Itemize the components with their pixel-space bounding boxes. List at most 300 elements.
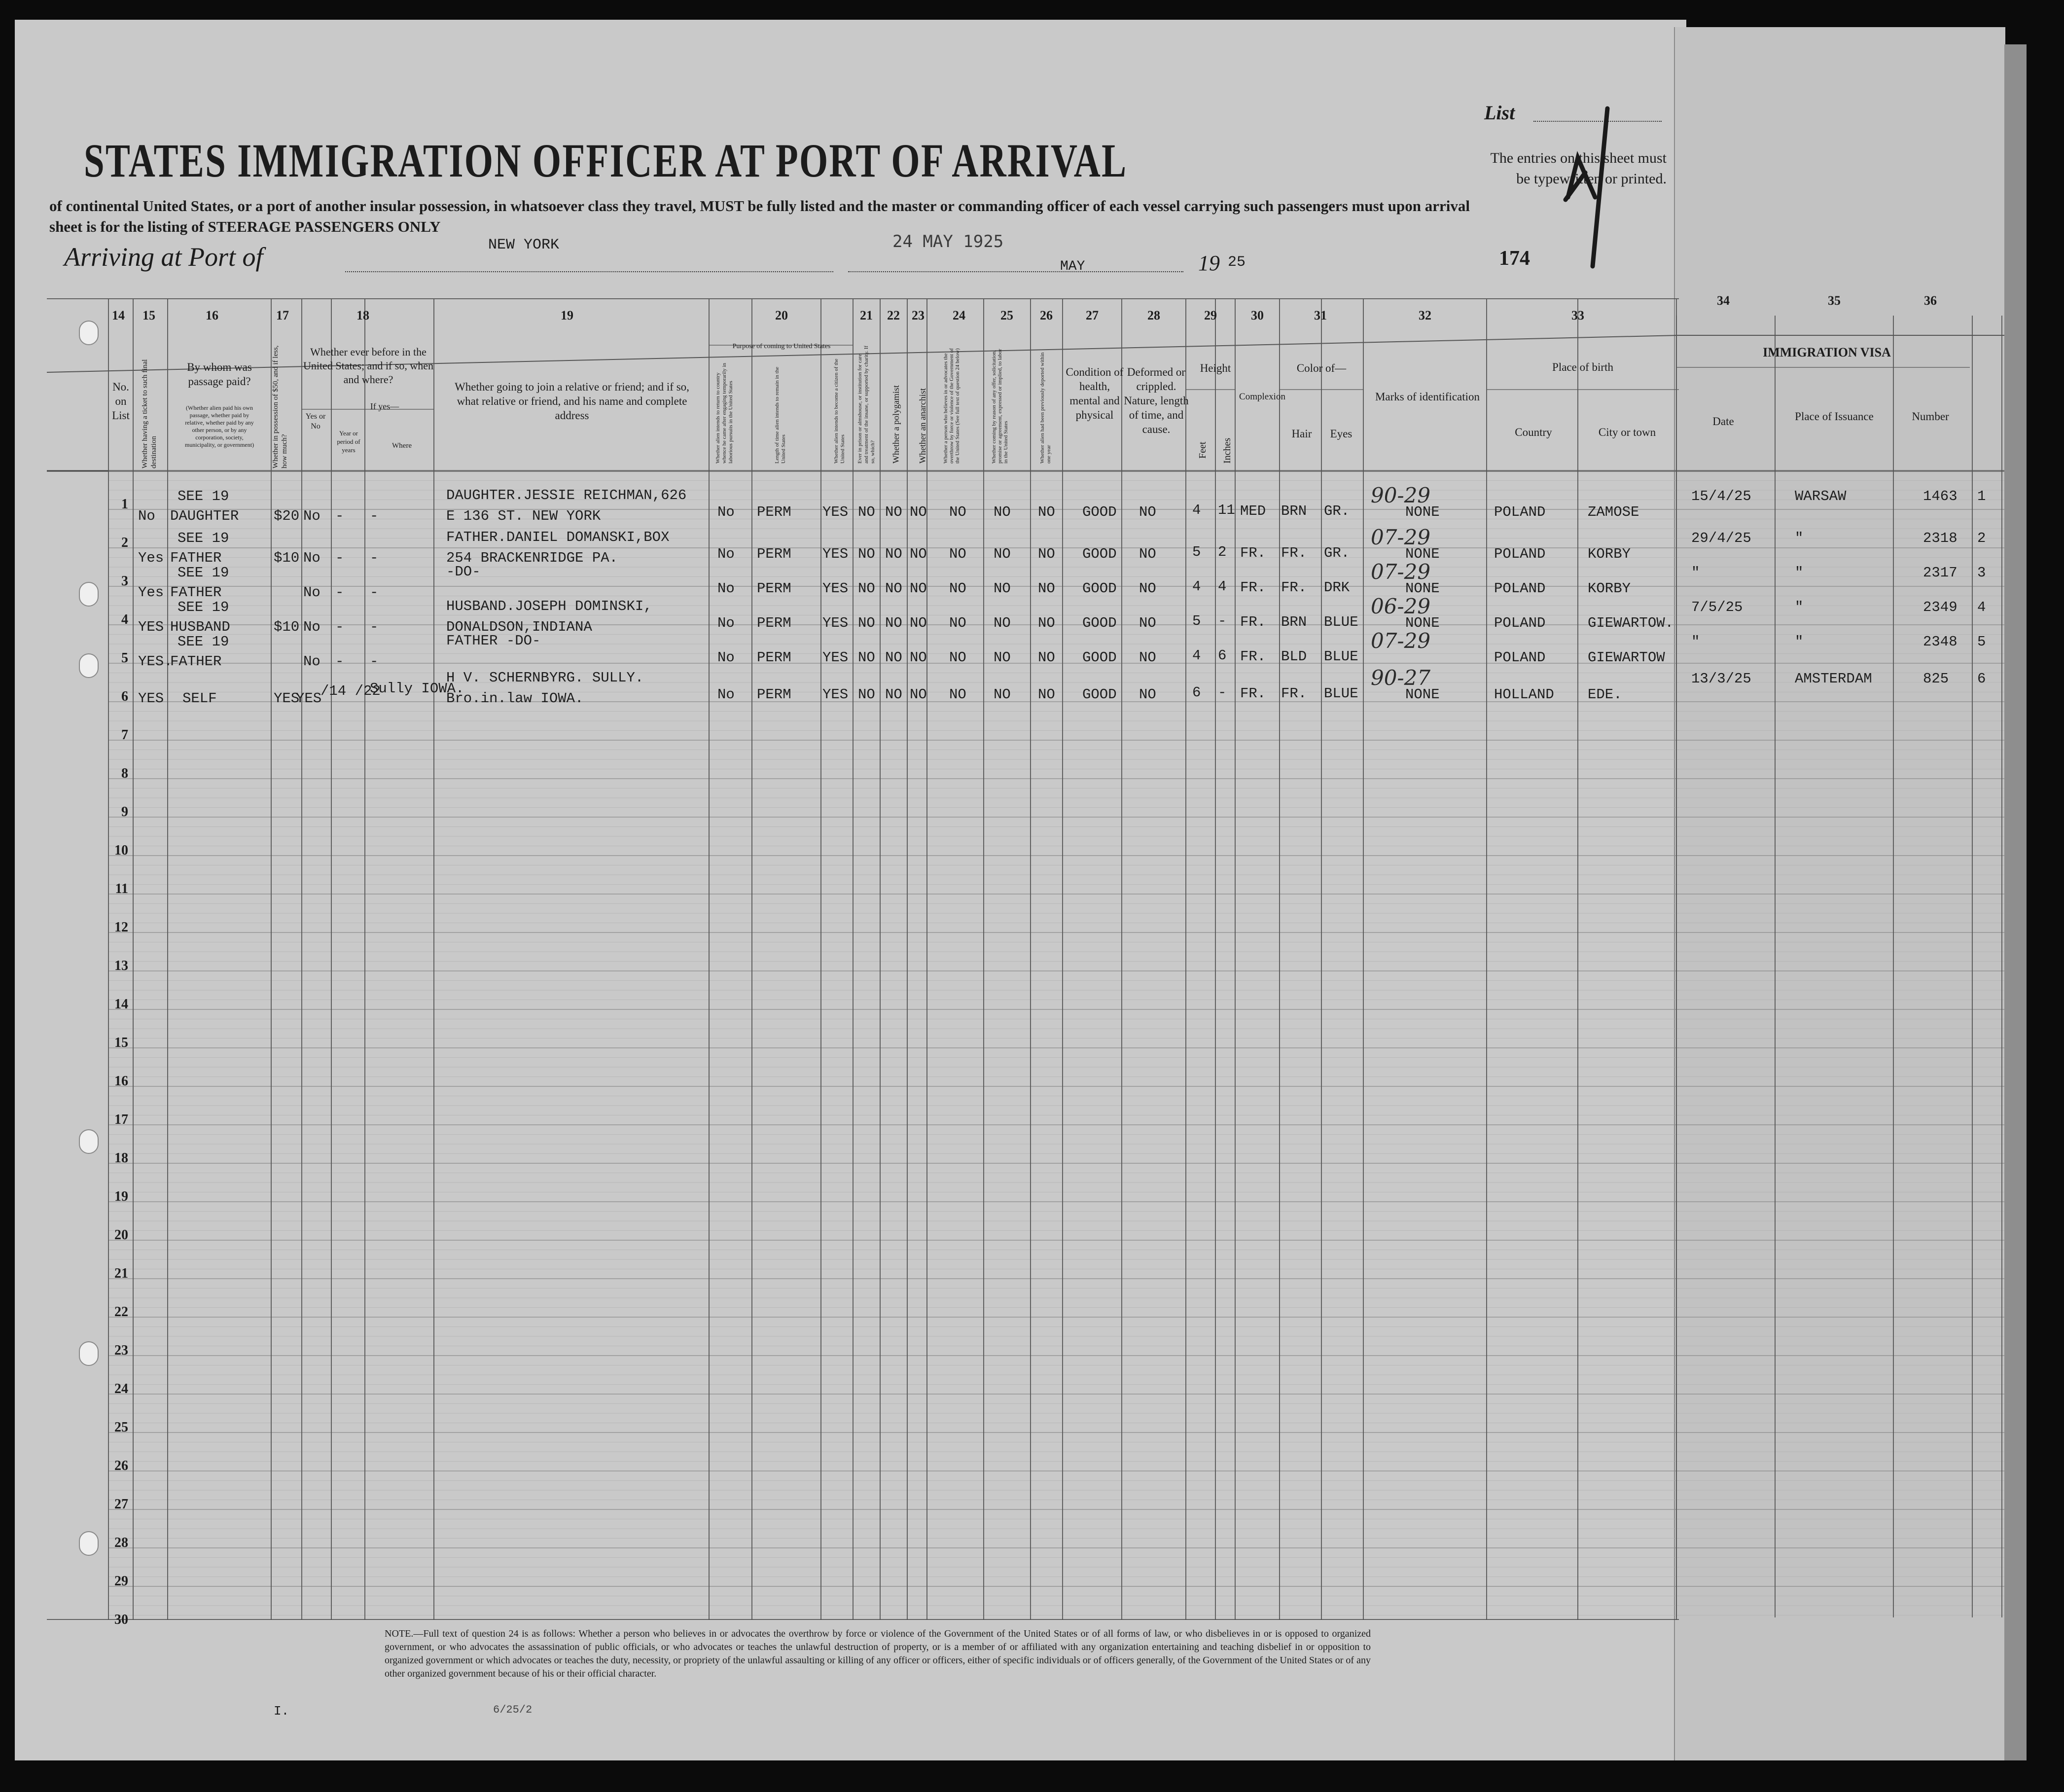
visa-place-cell: AMSTERDAM [1795,671,1872,687]
handwritten-code: 06-29 [1371,594,1431,618]
header-inches: Inches [1222,437,1233,464]
header-marks: Marks of identification [1375,391,1480,403]
row-number-8: 8 [121,766,128,781]
labor-contract-cell: NO [994,504,1011,520]
labor-contract-cell: NO [994,649,1011,666]
prison-cell: NO [858,615,875,631]
visa-place-cell: " [1795,634,1804,650]
deformed-cell: NO [1139,615,1156,631]
header-prison: Ever in prison or almshouse, or institution for care and treatment of the insane, or supported by charity. If so, which? [857,345,876,464]
header-where: Where [392,442,412,450]
row-number-15: 15 [114,1035,128,1050]
header-passage-paid-note: (Whether alien paid his own passage, whether paid by relative, whether paid by any other person, or by any corporation, society, municipality, or government) [184,404,254,448]
visa-grid [1674,286,2004,1617]
complexion-cell: FR. [1240,648,1266,665]
citizen-intent-cell: YES [822,615,849,631]
column-number-25: 25 [1000,308,1013,323]
polygamist-cell: NO [885,580,902,597]
header-immigration-visa: IMMIGRATION VISA [1763,345,1891,359]
height-feet-cell: 6 [1192,684,1201,701]
handwritten-code: 07-29 [1371,629,1431,653]
height-feet-cell: 5 [1192,544,1201,560]
visa-place-cell: " [1795,599,1804,615]
visa-row-number: 1 [1977,488,1986,504]
page-edge [2004,44,2027,1760]
return-intent-cell: No [717,504,735,520]
year-prefix: 19 [1198,251,1220,275]
header-if-yes: If yes— [370,401,399,411]
column-number-33: 33 [1571,308,1584,323]
question-24-note: NOTE.—Full text of question 24 is as follows: Whether a person who believes in or advocates the overthrow by force or violence of the Government of the United States or of all forms of law, or who disbelieves in or is opposed to organized government, or who advocates the assassination of public officials, or who advocates or teaches the unlawful destruction of property, or is a member of or affiliated with any organization entertaining and teaching disbelief in or opposition to organized government or which advocates or teaches the duty, necessity, or propriety of the unlawful assaulting or killing of any officer or officers, either of specific individuals or of officers generally, of the Government of the United States or of any other organized government because of his or their official character. [385,1628,1371,1679]
header-deformed: Deformed or crippled. Nature, length of time, and cause. [1124,366,1189,435]
city-cell: KORBY [1588,580,1631,597]
complexion-cell: FR. [1240,579,1266,596]
where-cell: - [370,550,379,566]
hair-cell: FR. [1281,545,1307,561]
header-purpose-length: Length of time alien intends to remain in the United States [774,366,786,464]
row-number-14: 14 [114,997,128,1012]
row-number-9: 9 [121,804,128,820]
join-address-cell: E 136 ST. NEW YORK [446,508,601,524]
join-address-cell: Bro.in.law IOWA. [446,690,584,707]
paid-by-cell: SEE 19 [178,488,229,504]
paid-by-relation-cell: FATHER [170,584,222,601]
prison-cell: NO [858,504,875,520]
row-number-22: 22 [114,1304,128,1320]
visa-place-cell: " [1795,530,1804,546]
length-of-stay-cell: PERM [757,615,791,631]
return-intent-cell: No [717,686,735,703]
question-24-cell: NO [949,546,966,562]
return-intent-cell: No [717,649,735,666]
ticket-cell: YES [138,690,164,707]
column-number-34: 34 [1717,293,1730,308]
visa-row-number: 6 [1977,671,1986,687]
polygamist-cell: NO [885,686,902,703]
header-complexion: Complexion [1239,392,1285,402]
punch-hole [79,653,99,678]
header-purpose: Purpose of coming to United States [732,343,831,350]
visa-date-cell: 7/5/25 [1691,599,1743,615]
health-cell: GOOD [1082,615,1117,631]
city-cell: GIEWARTOW. [1588,615,1674,631]
length-of-stay-cell: PERM [757,649,791,666]
eyes-cell: BLUE [1324,685,1358,702]
row-number-30: 30 [114,1612,128,1627]
deported-cell: NO [1038,580,1055,597]
row-number-27: 27 [114,1497,128,1512]
header-yes-no: Yes or No [305,412,326,430]
anarchist-cell: NO [910,580,927,597]
handwritten-code: 07-29 [1371,560,1431,584]
length-of-stay-cell: PERM [757,546,791,562]
height-inches-cell: 4 [1218,578,1227,595]
deported-cell: NO [1038,649,1055,666]
where-cell: - [370,619,379,635]
header-ticket: Whether having a ticket to such final destination [141,359,158,468]
hair-cell: BLD [1281,648,1307,665]
paid-by-cell: SEE 19 [178,599,229,615]
question-24-cell: NO [949,615,966,631]
handwritten-list-number [1558,99,1617,276]
row-number-24: 24 [114,1381,128,1397]
country-cell: POLAND [1494,546,1546,562]
punch-hole [79,582,99,607]
intro-line-2: sheet is for the listing of STEERAGE PASSENGERS ONLY [49,218,441,235]
row-number-23: 23 [114,1343,128,1358]
header-visa-date: Date [1712,415,1734,428]
labor-contract-cell: NO [994,686,1011,703]
complexion-cell: FR. [1240,685,1266,702]
header-place-of-birth: Place of birth [1552,361,1613,373]
date-line [848,271,1183,272]
marks-cell: NONE [1405,504,1440,520]
visa-number-cell: 2348 [1923,634,1957,650]
country-cell: HOLLAND [1494,686,1554,703]
years-cell: - [335,550,344,566]
height-inches-cell: 11 [1218,502,1235,518]
hair-cell: BRN [1281,614,1307,630]
column-number-26: 26 [1040,308,1053,323]
header-eyes: Eyes [1330,428,1352,440]
paid-by-cell: SEE 19 [178,634,229,650]
money-cell: $10 [274,550,300,566]
before-in-us-cell: No [303,508,320,524]
column-number-19: 19 [561,308,573,323]
visa-date-cell: 29/4/25 [1691,530,1751,546]
column-number-20: 20 [775,308,788,323]
height-inches-cell: 6 [1218,647,1227,664]
years-cell: - [335,508,344,524]
header-anarchist: Whether an anarchist [918,388,927,464]
paid-by-relation-cell: FATHER [170,653,222,670]
arrival-month: MAY [1060,259,1085,274]
header-hair: Hair [1291,428,1312,440]
header-fifty-dollars: Whether in possession of $50, and if less, how much? [272,345,288,468]
return-intent-cell: No [717,546,735,562]
column-number-17: 17 [276,308,289,323]
row-number-5: 5 [121,650,128,666]
paid-by-relation-cell: FATHER [170,550,222,566]
labor-contract-cell: NO [994,546,1011,562]
country-cell: POLAND [1494,615,1546,631]
length-of-stay-cell: PERM [757,504,791,520]
prison-cell: NO [858,649,875,666]
column-number-14: 14 [112,308,125,323]
eyes-cell: BLUE [1324,648,1358,665]
polygamist-cell: NO [885,546,902,562]
visa-number-cell: 825 [1923,671,1949,687]
column-number-22: 22 [887,308,900,323]
row-number-18: 18 [114,1150,128,1166]
punch-hole [79,1129,99,1154]
join-relative-cell: -DO- [446,564,481,580]
header-polygamist: Whether a polygamist [891,385,901,464]
column-number-36: 36 [1924,293,1937,308]
paid-by-relation-cell: DAUGHTER [170,508,239,524]
country-cell: POLAND [1494,504,1546,520]
page-number: 174 [1499,247,1530,270]
header-deported: Whether alien had been previously deported within one year [1039,352,1052,464]
entries-note-line-2: be typewritten or printed. [1516,171,1667,187]
country-cell: POLAND [1494,649,1546,666]
country-cell: POLAND [1494,580,1546,597]
header-passage-paid: By whom was passage paid? [187,361,252,388]
citizen-intent-cell: YES [822,649,849,666]
row-number-12: 12 [114,920,128,935]
question-24-cell: NO [949,649,966,666]
header-city: City or town [1598,426,1656,438]
visa-place-cell: " [1795,565,1804,581]
form-title: STATES IMMIGRATION OFFICER AT PORT OF ARRIVAL [84,134,1128,187]
ticket-cell: Yes [138,584,164,601]
row-number-4: 4 [121,612,128,627]
deformed-cell: NO [1139,546,1156,562]
column-number-32: 32 [1419,308,1431,323]
deported-cell: NO [1038,686,1055,703]
visa-date-cell: " [1691,634,1700,650]
complexion-cell: MED [1240,503,1266,519]
marks-cell: NONE [1405,615,1440,631]
row-number-20: 20 [114,1227,128,1243]
anarchist-cell: NO [910,686,927,703]
money-cell: $10 [274,619,300,635]
anarchist-cell: NO [910,615,927,631]
column-number-23: 23 [912,308,925,323]
header-visa-number: Number [1912,410,1949,423]
labor-contract-cell: NO [994,580,1011,597]
row-number-1: 1 [121,497,128,512]
port-of-arrival: NEW YORK [488,237,560,253]
deformed-cell: NO [1139,649,1156,666]
visa-date-cell: 13/3/25 [1691,671,1751,687]
header-purpose-return: Whether alien intends to return to country whence he came after engaging temporarily in laborious pursuits in the United States [715,362,734,464]
complexion-cell: FR. [1240,614,1266,630]
health-cell: GOOD [1082,546,1117,562]
deformed-cell: NO [1139,686,1156,703]
column-number-24: 24 [953,308,965,323]
row-number-10: 10 [114,843,128,858]
citizen-intent-cell: YES [822,504,849,520]
question-24-cell: NO [949,580,966,597]
prison-cell: NO [858,580,875,597]
row-number-13: 13 [114,958,128,973]
visa-date-cell: " [1691,565,1700,581]
port-line [345,271,833,272]
years-cell: - [335,653,344,670]
column-number-21: 21 [860,308,873,323]
row-number-17: 17 [114,1112,128,1127]
health-cell: GOOD [1082,649,1117,666]
hair-cell: BRN [1281,503,1307,519]
deformed-cell: NO [1139,504,1156,520]
before-in-us-cell: No [303,619,320,635]
height-inches-cell: - [1218,613,1227,629]
row-number-3: 3 [121,573,128,589]
citizen-intent-cell: YES [822,580,849,597]
punch-hole [79,321,99,345]
column-number-16: 16 [206,308,218,323]
complexion-cell: FR. [1240,545,1266,561]
health-cell: GOOD [1082,686,1117,703]
health-cell: GOOD [1082,580,1117,597]
polygamist-cell: NO [885,649,902,666]
row-number-2: 2 [121,535,128,550]
anarchist-cell: NO [910,649,927,666]
hair-cell: FR. [1281,685,1307,702]
column-number-15: 15 [142,308,155,323]
header-health: Condition of health, mental and physical [1066,366,1124,421]
health-cell: GOOD [1082,504,1117,520]
visa-number-cell: 2349 [1923,599,1957,615]
join-relative-cell: FATHER.DANIEL DOMANSKI,BOX [446,529,670,545]
column-number-29: 29 [1204,308,1217,323]
header-no-on-list: No. on List [112,381,130,422]
form-number: I. [274,1704,289,1719]
join-relative-cell: HUSBAND.JOSEPH DOMINSKI, [446,598,652,614]
visa-row-number: 3 [1977,565,1986,581]
column-number-18: 18 [356,308,369,323]
visa-row-number: 2 [1977,530,1986,546]
visa-row-number: 5 [1977,634,1986,650]
header-visa-place: Place of Issuance [1795,410,1874,423]
paid-by-cell: SEE 19 [178,565,229,581]
column-number-28: 28 [1147,308,1160,323]
before-in-us-cell: YES [296,690,322,707]
hair-cell: FR. [1281,579,1307,596]
years-cell: - [335,584,344,601]
ticket-cell: YES [138,619,164,635]
city-cell: EDE. [1588,686,1622,703]
question-24-cell: NO [949,686,966,703]
row-number-16: 16 [114,1074,128,1089]
ticket-cell: Yes [138,550,164,566]
visa-place-cell: WARSAW [1795,488,1847,504]
header-years: Year or period of years [337,430,360,454]
header-join-relative: Whether going to join a relative or friend; and if so, what relative or friend, and his name and complete address [455,381,689,422]
deported-cell: NO [1038,504,1055,520]
deported-cell: NO [1038,615,1055,631]
header-labor-contract: Whether coming by reason of any offer, solicitation, promise or agreement, expressed or implied, to labor in the United States [991,349,1009,464]
row-number-6: 6 [121,689,128,704]
intro-line-1: of continental United States, or a port of another insular possession, in whatsoever class they travel, MUST be fully listed and the master or commanding officer of each vessel carrying such passengers must upon arrival [49,197,1470,215]
prison-cell: NO [858,686,875,703]
where-cell: - [370,508,379,524]
date-stamp: 24 MAY 1925 [892,232,1004,251]
row-number-25: 25 [114,1420,128,1435]
column-number-31: 31 [1314,308,1327,323]
deformed-cell: NO [1139,580,1156,597]
arriving-label: Arriving at Port of [64,242,263,272]
marks-cell: NONE [1405,580,1440,597]
column-number-27: 27 [1086,308,1099,323]
eyes-cell: GR. [1324,503,1350,519]
eyes-cell: BLUE [1324,614,1358,630]
visa-number-cell: 2318 [1923,530,1957,546]
row-number-7: 7 [121,727,128,743]
header-height: Height [1200,362,1231,374]
header-before-in-us: Whether ever before in the United States; and if so, when and where? [303,346,433,386]
header-country: Country [1515,426,1552,438]
city-cell: GIEWARTOW [1588,649,1665,666]
before-in-us-cell: No [303,584,320,601]
citizen-intent-cell: YES [822,546,849,562]
visa-row-number: 4 [1977,599,1986,615]
deported-cell: NO [1038,546,1055,562]
marks-cell: NONE [1405,686,1440,703]
paid-by-cell: SEE 19 [178,530,229,546]
entries-note-line-1: The entries on this sheet must [1490,150,1667,166]
row-number-26: 26 [114,1458,128,1473]
ticket-cell: No [138,508,155,524]
header-question-24: Whether a person who believes in or advocates the overthrow by force or violence of the Government of the United States (See full text of question 24 below) [943,348,961,464]
list-label: List [1484,102,1515,124]
manifest-grid [47,298,1679,1620]
citizen-intent-cell: YES [822,686,849,703]
handwritten-code: 90-29 [1371,483,1431,507]
handwritten-code: 07-29 [1371,525,1431,549]
years-cell: /14 /22 [320,683,381,699]
visa-number-cell: 2317 [1923,565,1957,581]
return-intent-cell: No [717,615,735,631]
join-relative-cell: FATHER -DO- [446,633,541,649]
eyes-cell: DRK [1324,579,1350,596]
height-feet-cell: 5 [1192,613,1201,629]
handwritten-code: 90-27 [1371,666,1431,690]
length-of-stay-cell: PERM [757,580,791,597]
money-cell: $20 [274,508,300,524]
height-feet-cell: 4 [1192,502,1201,518]
before-in-us-cell: No [303,653,320,670]
column-number-30: 30 [1251,308,1264,323]
punch-hole [79,1341,99,1366]
anarchist-cell: NO [910,546,927,562]
eyes-cell: GR. [1324,545,1350,561]
row-number-11: 11 [115,881,128,896]
header-feet: Feet [1197,441,1208,459]
labor-contract-cell: NO [994,615,1011,631]
join-relative-cell: H V. SCHERNBYRG. SULLY. [446,670,644,686]
length-of-stay-cell: PERM [757,686,791,703]
header-purpose-citizen: Whether alien intends to become a citizen of the United States [833,358,846,464]
column-number-35: 35 [1828,293,1841,308]
prison-cell: NO [858,546,875,562]
height-feet-cell: 4 [1192,578,1201,595]
money-cell: YES [274,690,300,707]
where-cell: Sully IOWA. [370,681,464,697]
row-number-19: 19 [114,1189,128,1204]
punch-hole [79,1531,99,1556]
where-cell: - [370,584,379,601]
city-cell: ZAMOSE [1588,504,1639,520]
question-24-cell: NO [949,504,966,520]
polygamist-cell: NO [885,615,902,631]
row-number-29: 29 [114,1574,128,1589]
where-cell: - [370,653,379,670]
paid-by-cell: SELF [182,690,217,707]
row-number-28: 28 [114,1535,128,1550]
entries-note [1410,148,1667,189]
height-feet-cell: 4 [1192,647,1201,664]
ticket-cell: YES. [138,653,173,670]
year-suffix: 25 [1228,254,1246,271]
visa-date-cell: 15/4/25 [1691,488,1751,504]
height-inches-cell: 2 [1218,544,1227,560]
visa-number-cell: 1463 [1923,488,1957,504]
join-address-cell: DONALDSON,INDIANA [446,619,592,635]
header-color-of: Color of— [1296,362,1347,374]
row-number-21: 21 [114,1266,128,1281]
